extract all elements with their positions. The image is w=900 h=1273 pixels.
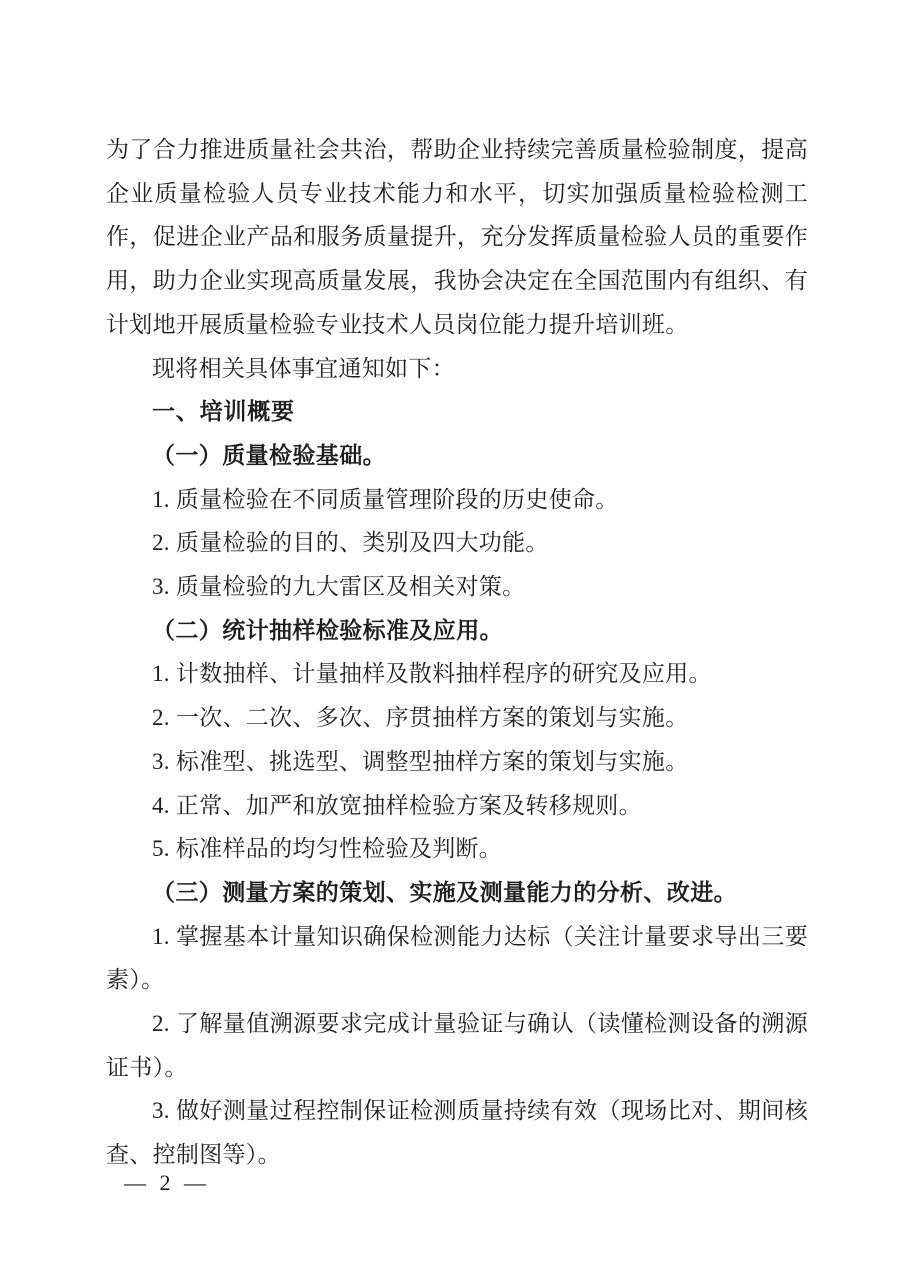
paragraph: 2. 了解量值溯源要求完成计量验证与确认（读懂检测设备的溯源证书）。 [106, 1011, 808, 1080]
paragraph: 4. 正常、加严和放宽抽样检验方案及转移规则。 [152, 792, 642, 818]
section-heading: （二）统计抽样检验标准及应用。 [152, 617, 503, 643]
paragraph: 5. 标准样品的均匀性检验及判断。 [152, 836, 503, 862]
page-number: — 2 — [124, 1170, 210, 1195]
paragraph: 为了合力推进质量社会共治，帮助企业持续完善质量检验制度，提高企业质量检验人员专业技术能力和水平，切实加强质量检验检测工作，促进企业产品和服务质量提升，充分发挥质量检验人员的重要作用，助力企业实现高质量发展，我协会决定在全国范围内有组织、有计划地开展质量检验专业技术人员岗位能力提升培训班。 [106, 137, 808, 337]
section-heading: （三）测量方案的策划、实施及测量能力的分析、改进。 [152, 879, 737, 905]
paragraph: 1. 计数抽样、计量抽样及散料抽样程序的研究及应用。 [152, 661, 712, 687]
section-heading: 一、培训概要 [152, 398, 295, 425]
paragraph: 1. 质量检验在不同质量管理阶段的历史使命。 [152, 486, 619, 512]
paragraph: 2. 一次、二次、多次、序贯抽样方案的策划与实施。 [152, 705, 689, 731]
paragraph: 3. 质量检验的九大雷区及相关对策。 [152, 574, 526, 600]
page-footer [124, 1168, 210, 1198]
section-heading: （一）质量检验基础。 [152, 442, 386, 468]
paragraph: 3. 标准型、挑选型、调整型抽样方案的策划与实施。 [152, 748, 689, 774]
paragraph: 3. 做好测量过程控制保证检测质量持续有效（现场比对、期间核查、控制图等）。 [106, 1098, 808, 1168]
paragraph: 1. 掌握基本计量知识确保检测能力达标（关注计量要求导出三要素）。 [106, 923, 808, 993]
document-body [106, 128, 808, 1177]
paragraph: 现将相关具体事宜通知如下： [152, 355, 455, 381]
paragraph: 2. 质量检验的目的、类别及四大功能。 [152, 530, 549, 556]
